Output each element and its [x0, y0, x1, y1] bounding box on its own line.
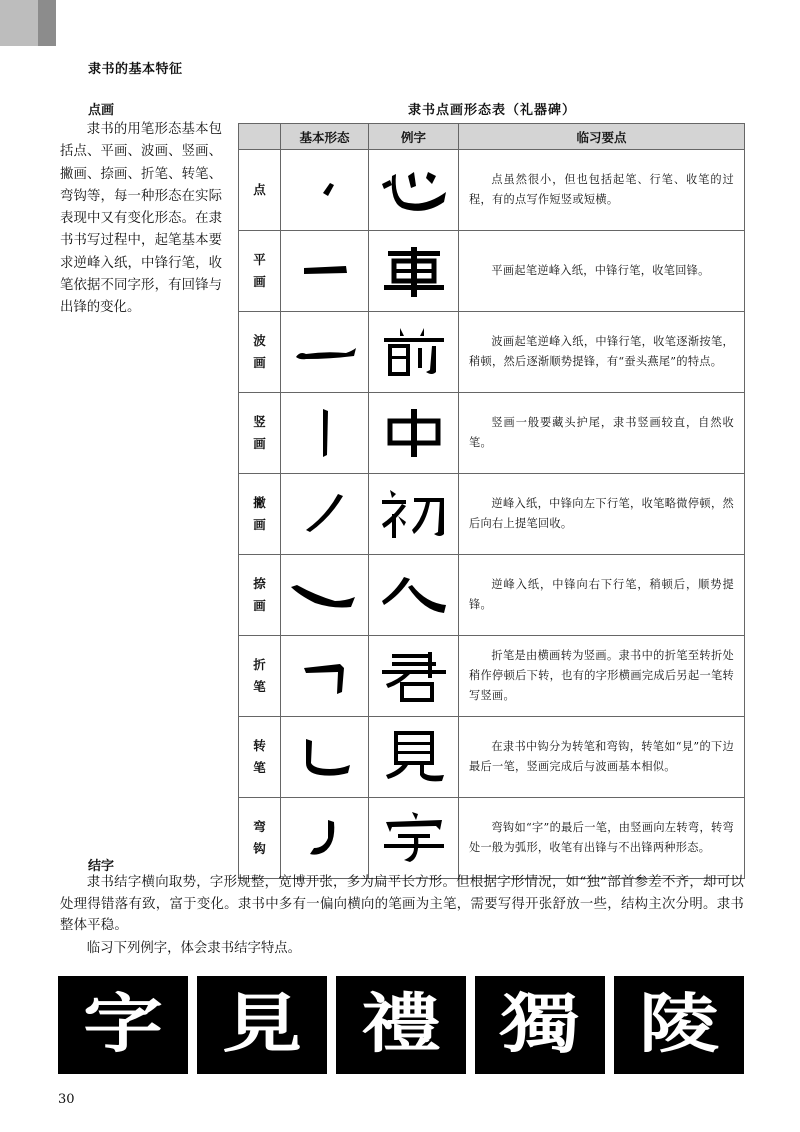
wave-stroke-icon	[290, 327, 360, 377]
table-row	[239, 312, 745, 393]
stroke-note: 在隶书中钩分为转笔和弯钩，转笔如“見”的下边最后一笔，竖画完成后与波画基本相似。	[459, 717, 745, 798]
table-row	[239, 231, 745, 312]
structure-section-heading: 结字	[88, 859, 115, 874]
character-glyph: 陵	[639, 987, 719, 1062]
section-title: 隶书的基本特征	[88, 62, 183, 77]
left-falling-stroke-icon	[290, 486, 360, 542]
stroke-form-table	[238, 123, 745, 879]
table-caption: 隶书点画形态表（礼器碑）	[407, 103, 576, 118]
stroke-section-paragraph: 隶书的用笔形态基本包括点、平画、波画、竖画、撇画、捺画、折笔、转笔、弯钩等，每一种形态在实际表现中又有变化形态。在隶书书写过程中，起笔基本要求逆峰入纸，中锋行笔，收笔依据不同字形，有回锋与出锋的变化。	[60, 122, 222, 316]
table-row	[239, 474, 745, 555]
character-tile	[197, 976, 327, 1074]
header-blank	[239, 124, 281, 150]
header-example: 例字	[369, 124, 459, 150]
stroke-name: 竖画	[253, 414, 266, 451]
stroke-name: 弯钩	[253, 819, 266, 856]
stroke-note: 波画起笔逆峰入纸，中锋行笔，收笔逐渐按笔，稍顿，然后逐渐顺势提锋，有“蚕头燕尾”的特点。	[459, 312, 745, 393]
character-tile	[58, 976, 188, 1074]
stroke-name: 平画	[253, 252, 266, 289]
stroke-note: 点虽然很小，但也包括起笔、行笔、收笔的过程，有的点写作短竖或短横。	[459, 150, 745, 231]
hook-stroke-icon	[290, 810, 360, 866]
table-row	[239, 717, 745, 798]
table-row	[239, 150, 745, 231]
turn-stroke-icon	[290, 729, 360, 785]
page-number: 30	[58, 1092, 75, 1107]
example-char-qian	[374, 324, 454, 380]
character-glyph: 見	[222, 987, 302, 1062]
table-row	[239, 798, 745, 879]
example-char-zhong	[374, 405, 454, 461]
table-header-row	[239, 124, 745, 150]
stroke-name: 撇画	[253, 495, 266, 532]
dot-stroke-icon	[290, 165, 360, 215]
stroke-note: 逆峰入纸，中锋向左下行笔，收笔略微停顿，然后向右上提笔回收。	[459, 474, 745, 555]
stroke-name: 折笔	[253, 657, 266, 694]
character-tile	[336, 976, 466, 1074]
corner-tab	[0, 0, 56, 46]
stroke-name: 转笔	[253, 738, 266, 775]
example-char-zi	[374, 810, 454, 866]
example-char-jun	[374, 648, 454, 704]
character-tile	[475, 976, 605, 1074]
character-glyph: 獨	[500, 987, 580, 1062]
stroke-note: 弯钩如“字”的最后一笔，由竖画向左转弯，转弯处一般为弧形，收笔有出锋与不出锋两种形态。	[459, 798, 745, 879]
stroke-note: 折笔是由横画转为竖画。隶书中的折笔至转折处稍作停顿后下转，也有的字形横画完成后另起一笔转写竖画。	[459, 636, 745, 717]
example-char-ren	[374, 567, 454, 623]
example-character-strip	[58, 976, 744, 1074]
example-char-xin	[374, 162, 454, 218]
table-row	[239, 636, 745, 717]
character-glyph: 禮	[361, 987, 441, 1062]
stroke-name: 捺画	[253, 576, 266, 613]
header-shape: 基本形态	[281, 124, 369, 150]
example-char-chu	[374, 486, 454, 542]
example-char-che	[374, 243, 454, 299]
example-char-jian	[374, 729, 454, 785]
stroke-note: 逆峰入纸，中锋向右下行笔，稍顿后，顺势提锋。	[459, 555, 745, 636]
fold-stroke-icon	[290, 648, 360, 704]
structure-section-paragraph: 隶书结字横向取势，字形规整，宽博开张，多为扁平长方形。但根据字形情况，如“独”部首参差不齐，却可以处理得错落有致，富于变化。隶书中多有一偏向横向的笔画为主笔，需要写得开张舒放一些，结构主次分明。隶书整体平稳。	[60, 875, 744, 934]
vertical-stroke-icon	[290, 405, 360, 461]
right-falling-stroke-icon	[285, 567, 365, 623]
stroke-note: 竖画一般要藏头护尾，隶书竖画较直，自然收笔。	[459, 393, 745, 474]
structure-section-instruction: 临习下列例字，体会隶书结字特点。	[86, 941, 302, 956]
stroke-name: 点	[253, 182, 266, 197]
stroke-name: 波画	[253, 333, 266, 370]
stroke-section-heading: 点画	[88, 103, 115, 118]
table-row	[239, 555, 745, 636]
stroke-note: 平画起笔逆峰入纸，中锋行笔，收笔回锋。	[459, 231, 745, 312]
header-notes: 临习要点	[459, 124, 745, 150]
table-row	[239, 393, 745, 474]
flat-stroke-icon	[290, 246, 360, 296]
character-glyph: 字	[83, 987, 163, 1062]
character-tile	[614, 976, 744, 1074]
